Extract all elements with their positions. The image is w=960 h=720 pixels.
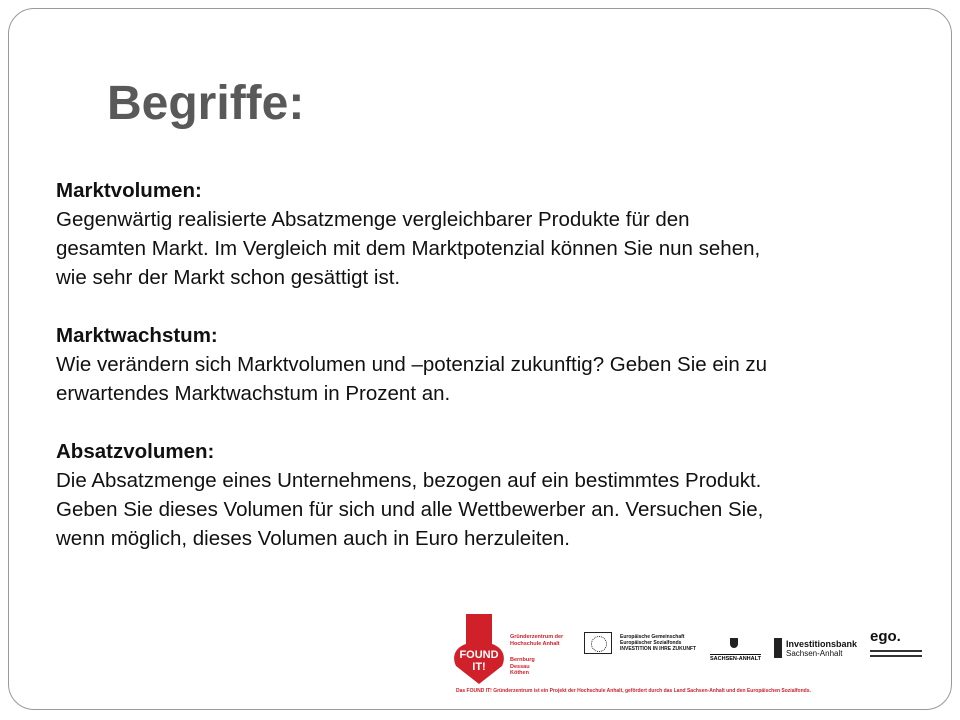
sachsen-anhalt-logo: SACHSEN-ANHALT	[710, 656, 761, 662]
ib-name: Investitionsbank	[786, 639, 858, 649]
section-absatzvolumen	[56, 437, 906, 553]
found-city: Dessau	[510, 663, 530, 670]
crest-icon	[730, 638, 738, 648]
section-heading: Marktvolumen:	[56, 179, 202, 202]
investitionsbank-logo	[786, 640, 857, 658]
found-line: Hochschule Anhalt	[510, 640, 560, 647]
eu-flag-icon	[584, 632, 612, 654]
section-line: wie sehr der Markt schon gesättigt ist.	[56, 266, 401, 289]
section-heading: Absatzvolumen:	[56, 440, 215, 463]
esf-text	[620, 634, 696, 652]
section-line: gesamten Markt. Im Vergleich mit dem Marktpotenzial können Sie nun sehen,	[56, 237, 761, 260]
section-heading: Marktwachstum:	[56, 324, 218, 347]
section-line: wenn möglich, dieses Volumen auch in Euro herzuleiten.	[56, 527, 570, 550]
found-it-logo	[452, 614, 506, 684]
slide-title: Begriffe:	[107, 77, 305, 130]
investitionsbank-icon	[774, 638, 782, 658]
esf-line: Europäische Gemeinschaft	[620, 634, 685, 640]
found-it-text	[510, 634, 570, 677]
esf-line: Europäischer Sozialfonds	[620, 640, 682, 646]
ib-region: Sachsen-Anhalt	[786, 649, 843, 658]
ego-logo: ego.	[870, 628, 901, 645]
section-marktwachstum	[56, 321, 906, 408]
found-line: Gründerzentrum der	[510, 634, 564, 640]
svg-text:IT!: IT!	[472, 661, 486, 673]
section-marktvolumen	[56, 176, 906, 292]
svg-text:FOUND: FOUND	[459, 649, 499, 661]
found-city: Bernburg	[510, 657, 535, 663]
section-line: Die Absatzmenge eines Unternehmens, bezogen auf ein bestimmtes Produkt.	[56, 469, 762, 492]
section-line: erwartendes Marktwachstum in Prozent an.	[56, 382, 451, 405]
section-line: Wie verändern sich Marktvolumen und –potenzial zukunftig? Geben Sie ein zu	[56, 353, 768, 376]
section-line: Gegenwärtig realisierte Absatzmenge vergleichbarer Produkte für den	[56, 208, 690, 231]
ego-tagline-lines	[870, 650, 922, 660]
sponsor-footer-text: Das FOUND IT! Gründerzentrum ist ein Projekt der Hochschule Anhalt, gefördert durch das Land Sachsen-Anhalt und den Europäischen Sozialfonds.	[456, 688, 811, 694]
found-city: Köthen	[510, 670, 529, 676]
section-line: Geben Sie dieses Volumen für sich und alle Wettbewerber an. Versuchen Sie,	[56, 498, 764, 521]
slide-content	[56, 176, 906, 582]
esf-line: INVESTITION IN IHRE ZUKUNFT	[620, 646, 697, 652]
sponsor-logo-bar	[452, 610, 932, 700]
